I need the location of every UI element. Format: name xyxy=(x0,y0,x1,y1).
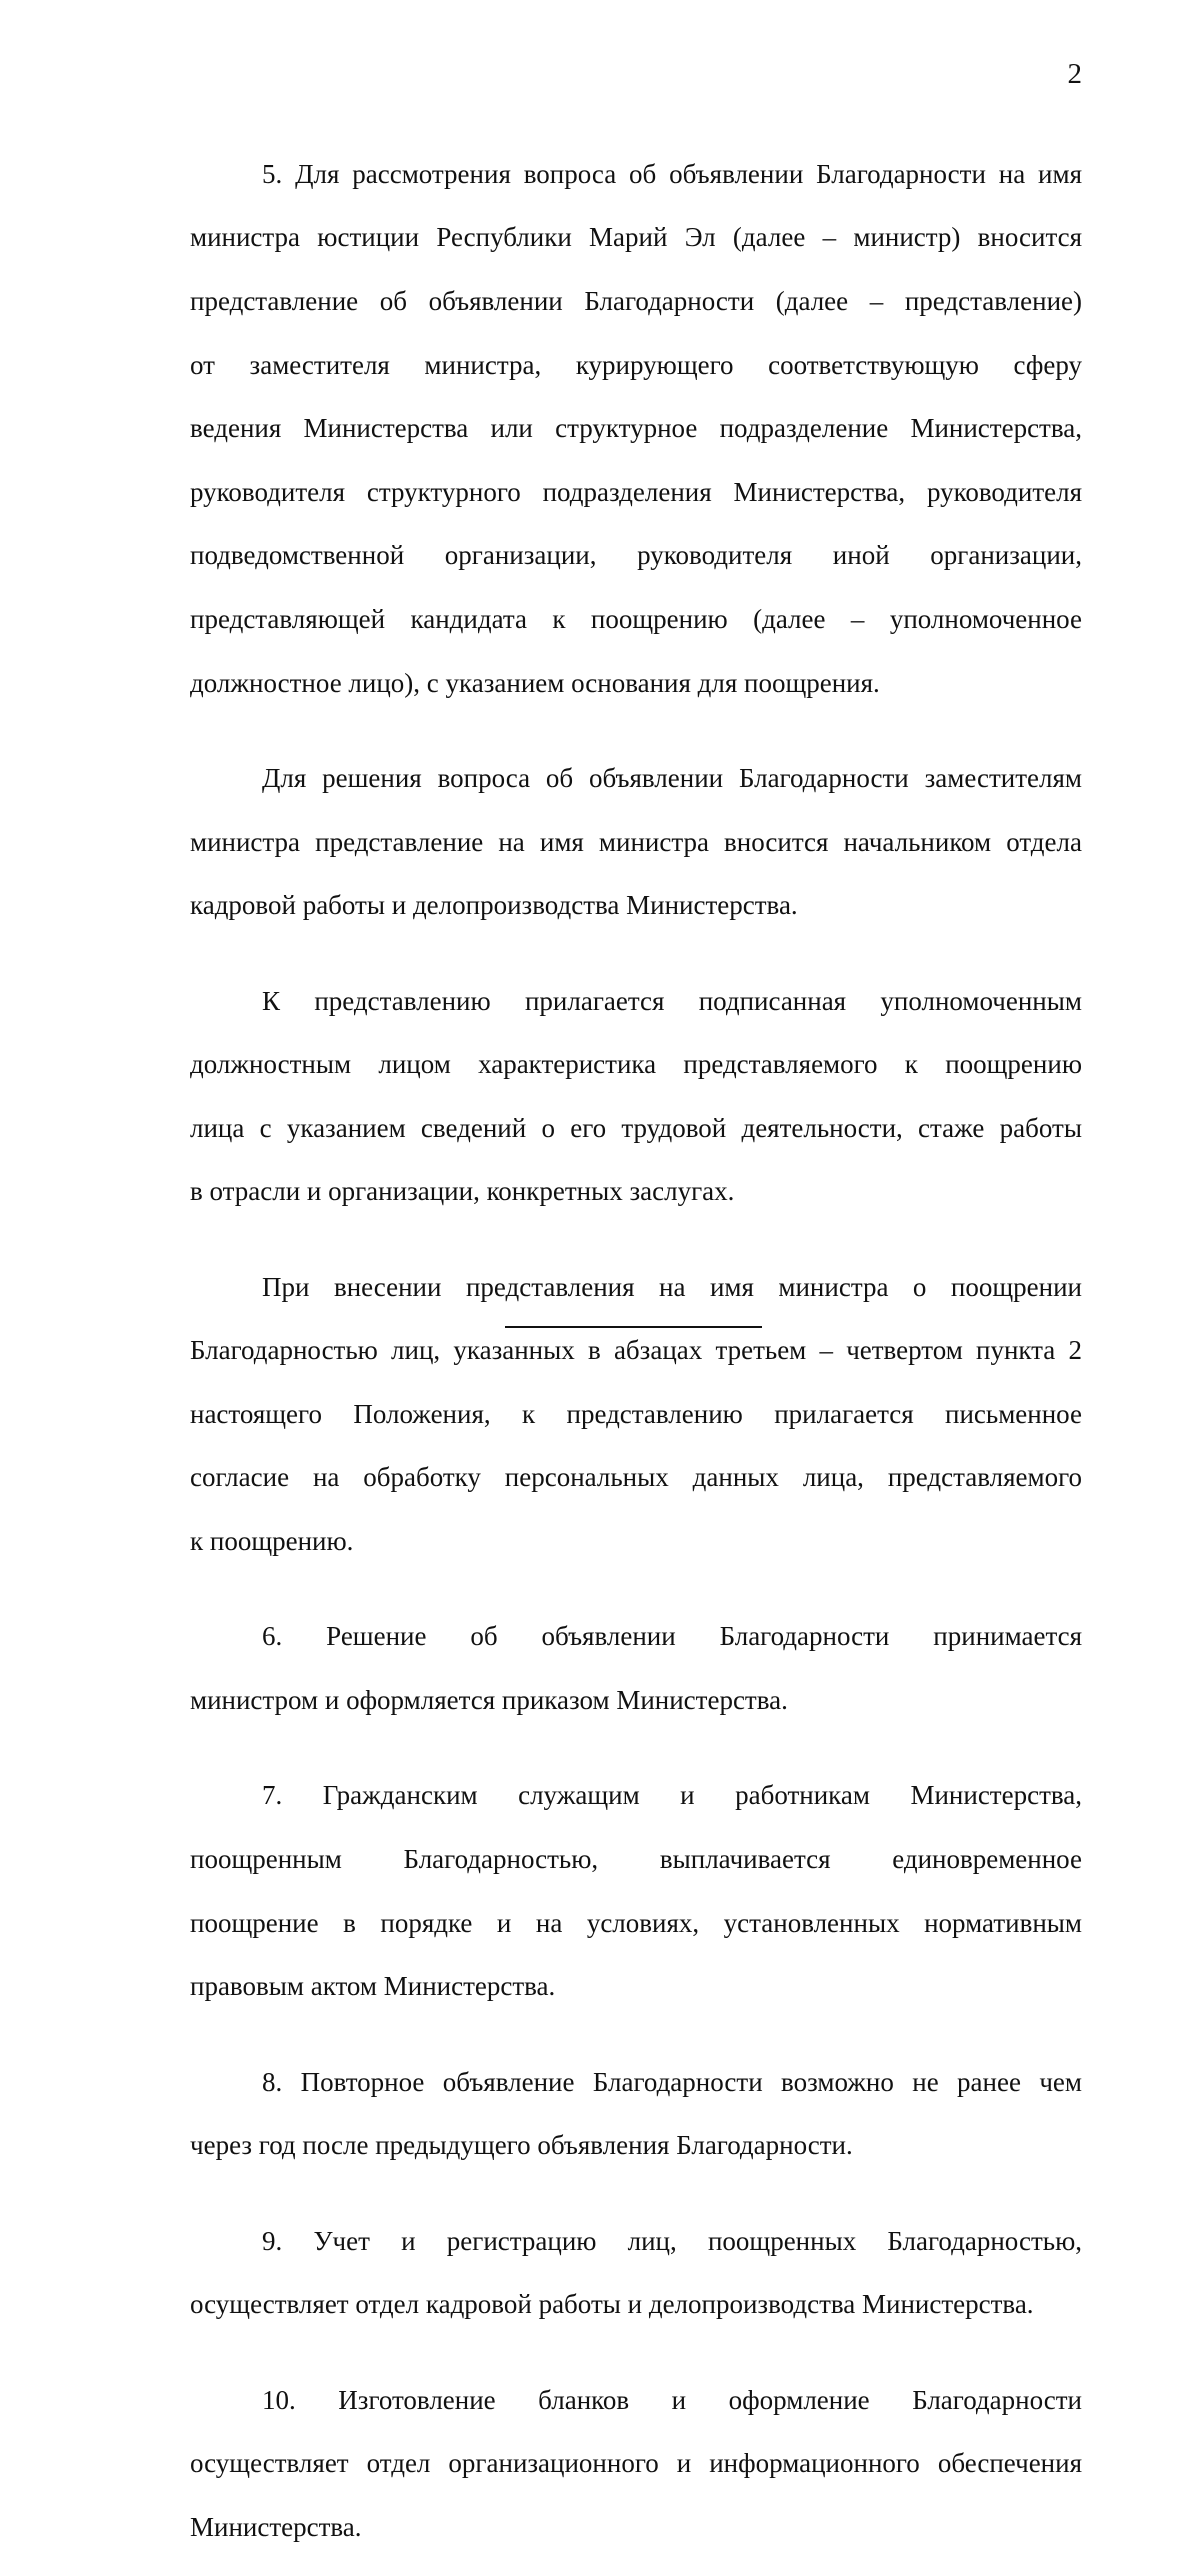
text-line: правовым актом Министерства. xyxy=(190,1971,556,2002)
text-line: лица с указанием сведений о его трудовой деятельности, стаже работы xyxy=(190,1112,1082,1143)
text-line: 9. Учет и регистрацию лиц, поощренных Благодарностью, xyxy=(262,2225,1082,2256)
text-line: 6. Решение об объявлении Благодарности принимается xyxy=(262,1621,1082,1652)
text-line: представление об объявлении Благодарности (далее – представление) xyxy=(190,285,1082,316)
text-line: 7. Гражданским служащим и работникам Министерства, xyxy=(262,1780,1082,1811)
text-line: Благодарностью лиц, указанных в абзацах третьем – четвертом пункта 2 xyxy=(190,1335,1082,1366)
text-line: поощрение в порядке и на условиях, установленных нормативным xyxy=(190,1907,1082,1938)
text-line: должностное лицо), с указанием основания для поощрения. xyxy=(190,667,880,698)
text-line: 5. Для рассмотрения вопроса об объявлении Благодарности на имя xyxy=(262,158,1082,189)
text-line: При внесении представления на имя министра о поощрении xyxy=(262,1271,1082,1302)
text-line: Для решения вопроса об объявлении Благодарности заместителям xyxy=(262,762,1082,793)
paragraph-consent xyxy=(190,1240,1082,1590)
page-number: 2 xyxy=(1067,58,1082,90)
text-line: осуществляет отдел организационного и информационного обеспечения xyxy=(190,2448,1082,2479)
text-line: подведомственной организации, руководителя иной организации, xyxy=(190,540,1082,571)
paragraph-item-9 xyxy=(190,2194,1082,2353)
text-line: министром и оформляется приказом Министерства. xyxy=(190,1685,788,1716)
text-line: должностным лицом характеристика представляемого к поощрению xyxy=(190,1049,1082,1080)
text-line: от заместителя министра, курирующего соответствующую сферу xyxy=(190,349,1082,380)
text-line: Министерства. xyxy=(190,2511,362,2542)
paragraph-item-7 xyxy=(190,1749,1082,2035)
paragraph-item-10 xyxy=(190,2353,1082,2575)
text-line: настоящего Положения, к представлению прилагается письменное xyxy=(190,1398,1082,1429)
text-line: в отрасли и организации, конкретных заслугах. xyxy=(190,1176,735,1207)
paragraph-item-8 xyxy=(190,2035,1082,2194)
text-line: 8. Повторное объявление Благодарности возможно не ранее чем xyxy=(262,2066,1082,2097)
text-line: осуществляет отдел кадровой работы и делопроизводства Министерства. xyxy=(190,2289,1034,2320)
paragraph-deputies xyxy=(190,731,1082,954)
text-line: министра юстиции Республики Марий Эл (далее – министр) вносится xyxy=(190,222,1082,253)
text-line: поощренным Благодарностью, выплачивается единовременное xyxy=(190,1844,1082,1875)
text-line: руководителя структурного подразделения Министерства, руководителя xyxy=(190,476,1082,507)
paragraph-item-6 xyxy=(190,1590,1082,1749)
paragraph-item-5 xyxy=(190,127,1082,731)
text-line: к поощрению. xyxy=(190,1526,354,1557)
text-line: представляющей кандидата к поощрению (далее – уполномоченное xyxy=(190,603,1082,634)
text-line: согласие на обработку персональных данных лица, представляемого xyxy=(190,1462,1082,1493)
text-line: ведения Министерства или структурное подразделение Министерства, xyxy=(190,413,1082,444)
text-line: министра представление на имя министра вносится начальником отдела xyxy=(190,826,1082,857)
text-line: кадровой работы и делопроизводства Министерства. xyxy=(190,890,798,921)
document-body xyxy=(190,127,1082,2575)
paragraph-attachment xyxy=(190,954,1082,1240)
text-line: 10. Изготовление бланков и оформление Благодарности xyxy=(262,2384,1082,2415)
text-line: К представлению прилагается подписанная уполномоченным xyxy=(262,985,1082,1016)
closing-rule xyxy=(505,1326,762,1328)
text-line: через год после предыдущего объявления Благодарности. xyxy=(190,2130,853,2161)
